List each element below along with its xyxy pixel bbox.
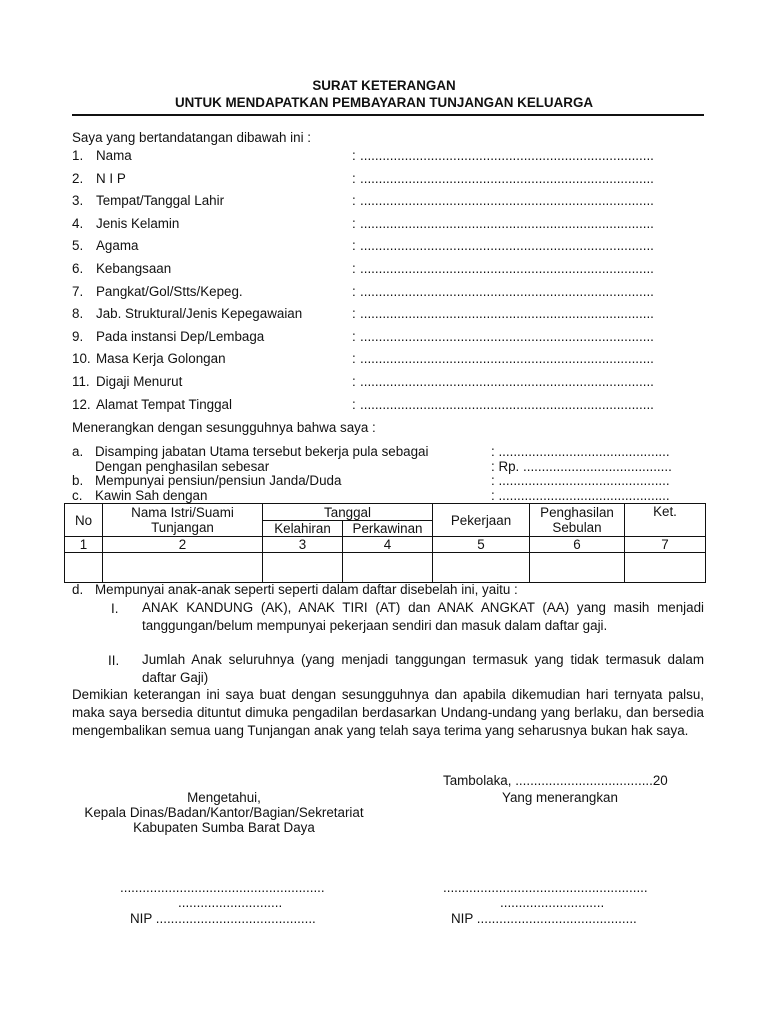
field-colon: : — [352, 351, 356, 366]
field-label: Masa Kerja Golongan — [96, 351, 226, 366]
col-nama-header — [103, 504, 263, 537]
empty-cell — [625, 553, 706, 583]
closing-paragraph: Demikian keterangan ini saya buat dengan sesungguhnya dan apabila dikemudian hari ternyata palsu, maka saya bersedia dituntut dimuka pengadilan berdasarkan Undang-undang yang berlaku, dan bersedia mengembalikan semua uang Tunjangan anak yang telah saya terima yang seharusnya bukan hak saya. — [72, 687, 704, 738]
col-number-cell: 3 — [263, 537, 343, 553]
field-label: Agama — [96, 238, 139, 253]
empty-cell — [103, 553, 263, 583]
field-colon: : — [352, 193, 356, 208]
col-penghasilan-header — [530, 504, 625, 537]
field-value-line[interactable]: ............................................................................... — [360, 374, 654, 389]
field-number: 7. — [72, 284, 84, 299]
document-subtitle: UNTUK MENDAPATKAN PEMBAYARAN TUNJANGAN KELUARGA — [174, 95, 594, 110]
field-value-line[interactable]: ............................................................................... — [360, 216, 654, 231]
field-number: 3. — [72, 193, 84, 208]
item-a-text: Disamping jabatan Utama tersebut bekerja pula sebagai — [95, 444, 429, 459]
item-c-text: Kawin Sah dengan — [95, 488, 208, 503]
field-value-line[interactable]: ............................................................................... — [360, 284, 654, 299]
field-number: 4. — [72, 216, 84, 231]
right-nip: NIP ........................................... — [451, 911, 637, 926]
item-b-text: Mempunyai pensiun/pensiun Janda/Duda — [95, 473, 342, 488]
field-value-line[interactable]: ............................................................................... — [360, 329, 654, 344]
col-number-cell: 2 — [103, 537, 263, 553]
field-value-line[interactable]: ............................................................................... — [360, 397, 654, 412]
document-title: SURAT KETERANGAN — [312, 78, 456, 93]
field-label: Tempat/Tanggal Lahir — [96, 193, 225, 208]
col-nama-line2: Tunjangan — [151, 520, 214, 535]
field-number: 12. — [72, 397, 91, 412]
right-signature-line-2: ............................ — [500, 895, 605, 910]
col-perkawinan-header: Perkawinan — [343, 521, 433, 537]
field-colon: : — [352, 148, 356, 163]
field-label: N I P — [96, 171, 126, 186]
field-value-line[interactable]: ............................................................................... — [360, 306, 654, 321]
field-colon: : — [352, 374, 356, 389]
field-colon: : — [352, 329, 356, 344]
col-number-cell: 5 — [433, 537, 530, 553]
field-colon: : — [352, 216, 356, 231]
col-tanggal-header: Tanggal — [263, 504, 433, 521]
item-b-letter: b. — [72, 473, 84, 488]
left-signer-label: Mengetahui, — [187, 790, 261, 805]
statement-intro: Menerangkan dengan sesungguhnya bahwa saya : — [72, 420, 376, 435]
place-date: Tambolaka, .....................................20 — [443, 773, 668, 788]
field-label: Jenis Kelamin — [96, 216, 180, 231]
col-number-cell: 6 — [530, 537, 625, 553]
left-signer-office: Kepala Dinas/Badan/Kantor/Bagian/Sekretariat — [84, 805, 364, 820]
item-a-letter: a. — [72, 444, 84, 459]
item-d-ii-num: II. — [108, 653, 120, 668]
empty-cell — [433, 553, 530, 583]
item-b-fill: : .............................................. — [491, 473, 670, 488]
item-a-fill: : .............................................. — [491, 444, 670, 459]
field-label: Nama — [96, 148, 132, 163]
field-number: 8. — [72, 306, 84, 321]
field-colon: : — [352, 397, 356, 412]
left-signature-line: ....................................................... — [120, 880, 325, 895]
empty-cell — [263, 553, 343, 583]
col-ket-header: Ket. — [625, 504, 706, 537]
field-number: 6. — [72, 261, 84, 276]
field-number: 5. — [72, 238, 84, 253]
field-number: 10. — [72, 351, 91, 366]
left-nip: NIP ........................................... — [130, 911, 316, 926]
field-number: 9. — [72, 329, 84, 344]
col-penghasilan-line2: Sebulan — [552, 520, 602, 535]
field-label: Alamat Tempat Tinggal — [96, 397, 232, 412]
field-value-line[interactable]: ............................................................................... — [360, 261, 654, 276]
item-d-i-num: I. — [111, 601, 119, 616]
empty-cell — [343, 553, 433, 583]
header-rule — [72, 114, 704, 116]
field-label: Jab. Struktural/Jenis Kepegawaian — [96, 306, 303, 321]
item-d-i-text: ANAK KANDUNG (AK), ANAK TIRI (AT) dan ANAK ANGKAT (AA) yang masih menjadi tanggungan/belum mempunyai pekerjaan sendiri dan masuk dalam daftar gaji. — [142, 600, 704, 633]
col-no-header: No — [65, 504, 103, 537]
field-value-line[interactable]: ............................................................................... — [360, 193, 654, 208]
item-d-text: Mempunyai anak-anak seperti seperti dalam daftar disebelah ini, yaitu : — [95, 582, 518, 597]
right-signature-line: ....................................................... — [443, 880, 648, 895]
field-number: 1. — [72, 148, 84, 163]
field-label: Pangkat/Gol/Stts/Kepeg. — [96, 284, 243, 299]
col-pekerjaan-header: Pekerjaan — [433, 504, 530, 537]
left-signer-region: Kabupaten Sumba Barat Daya — [133, 820, 315, 835]
empty-cell — [530, 553, 625, 583]
item-a2-fill: : Rp. ........................................ — [491, 459, 672, 474]
left-signature-line-2: ............................ — [178, 895, 283, 910]
field-number: 11. — [72, 374, 90, 389]
col-kelahiran-header: Kelahiran — [263, 521, 343, 537]
field-value-line[interactable]: ............................................................................... — [360, 171, 654, 186]
family-table — [64, 503, 706, 583]
item-a2-text: Dengan penghasilan sebesar — [95, 459, 270, 474]
col-number-cell: 7 — [625, 537, 706, 553]
item-c-letter: c. — [72, 488, 83, 503]
field-label: Pada instansi Dep/Lembaga — [96, 329, 265, 344]
empty-cell — [65, 553, 103, 583]
field-value-line[interactable]: ............................................................................... — [360, 148, 654, 163]
field-value-line[interactable]: ............................................................................... — [360, 238, 654, 253]
field-colon: : — [352, 306, 356, 321]
field-colon: : — [352, 261, 356, 276]
field-number: 2. — [72, 171, 84, 186]
col-number-cell: 4 — [343, 537, 433, 553]
col-penghasilan-line1: Penghasilan — [540, 505, 614, 520]
field-colon: : — [352, 171, 356, 186]
item-d-ii-text: Jumlah Anak seluruhnya (yang menjadi tanggungan termasuk yang tidak termasuk dalam daftar Gaji) — [142, 652, 704, 685]
field-colon: : — [352, 238, 356, 253]
field-value-line[interactable]: ............................................................................... — [360, 351, 654, 366]
col-nama-line1: Nama Istri/Suami — [131, 505, 234, 520]
item-d-letter: d. — [72, 582, 84, 597]
right-signer-title: Yang menerangkan — [502, 790, 618, 805]
item-c-fill: : .............................................. — [491, 488, 670, 503]
intro-text: Saya yang bertandatangan dibawah ini : — [72, 130, 311, 145]
field-colon: : — [352, 284, 356, 299]
field-label: Kebangsaan — [96, 261, 172, 276]
col-number-cell: 1 — [65, 537, 103, 553]
field-label: Digaji Menurut — [96, 374, 183, 389]
